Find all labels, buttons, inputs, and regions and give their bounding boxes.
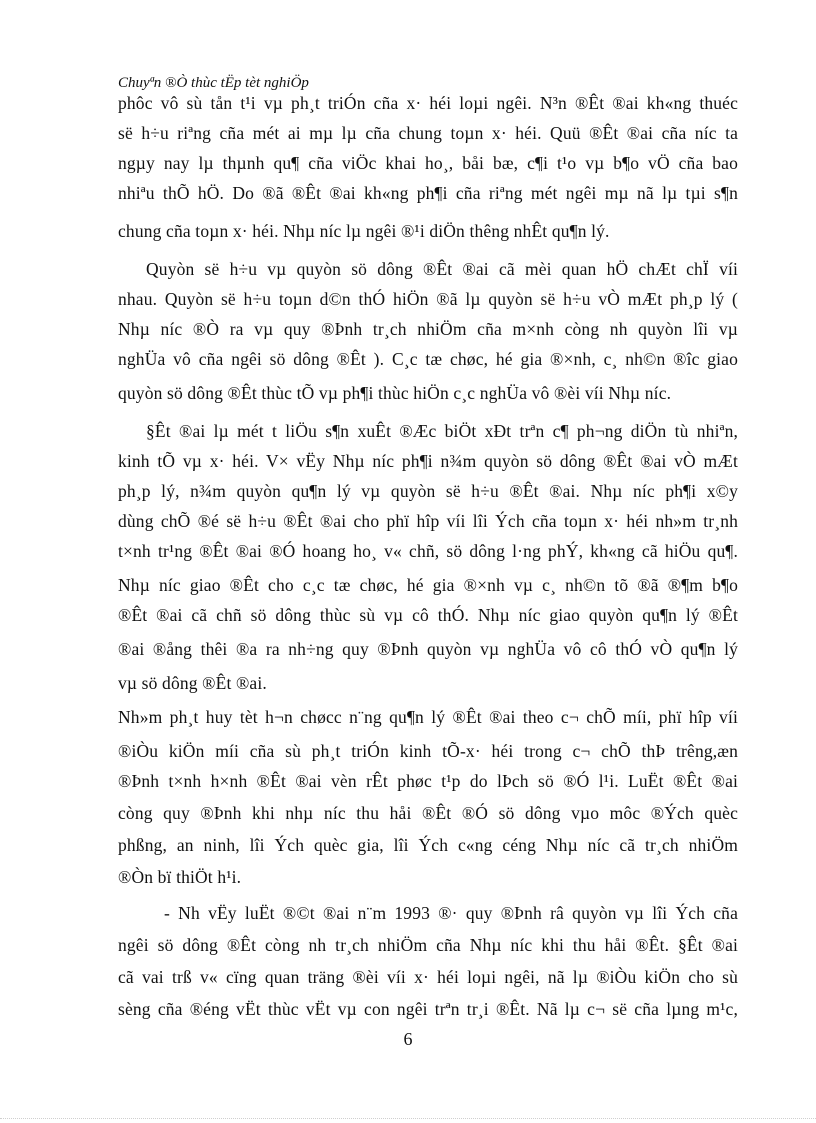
text-line: phôc vô sù tån t¹i vµ ph¸t triÓn cña x· héi loµi ngêi. N³n ®Êt ®ai kh«ng thuéc (118, 93, 738, 113)
text-line: vµ sö dông ®Êt ®ai. (118, 673, 267, 693)
text-line: ®ai ®ång thêi ®a ra nh÷ng quy ®Þnh quyòn vµ nghÜa vô cô thÓ vÒ qu¶n lý (118, 639, 738, 659)
text-line: ®Òn bï thiÖt h¹i. (118, 867, 242, 887)
text-line: nghÜa vô cña ngêi sö dông ®Êt ). C¸c tæ chøc, hé gia ®×nh, c¸ nh©n ®îc giao (118, 349, 738, 369)
text-line: së h÷u riªng cña mét ai mµ lµ cña chung toµn x· héi. Quü ®Êt ®ai cña níc ta (118, 123, 738, 143)
text-line: Nhµ níc giao ®Êt cho c¸c tæ chøc, hé gia ®×nh vµ c¸ nh©n tõ ®ã ®¶m b¶o (118, 575, 738, 595)
text-line: chung cña toµn x· héi. Nhµ níc lµ ngêi ®¹i diÖn thêng nhÊt qu¶n lý. (118, 221, 610, 241)
text-line: quyòn sö dông ®Êt thùc tÕ vµ ph¶i thùc hiÖn c¸c nghÜa vô ®èi víi Nhµ níc. (118, 383, 672, 403)
text-line: nhau. Quyòn së h÷u toµn d©n thÓ hiÖn ®ã lµ quyòn së h÷u vÒ mÆt ph¸p lý ( (118, 289, 738, 309)
text-line: Quyòn së h÷u vµ quyòn sö dông ®Êt ®ai cã mèi quan hÖ chÆt chÏ víi (146, 259, 738, 279)
text-line: sèng cña ®éng vËt thùc vËt vµ con ngêi trªn tr¸i ®Êt. Nã lµ c¬ së cña lµng m¹c, (118, 999, 738, 1019)
text-line: ®Êt ®ai cã chñ sö dông thùc sù vµ cô thÓ. Nhµ níc giao quyòn qu¶n lý ®Êt (118, 605, 738, 625)
text-line: cã vai trß v« cïng quan träng ®èi víi x· héi loµi ngêi, nã lµ ®iÒu kiÖn cho sù (118, 967, 738, 987)
page-number: 6 (403, 1029, 413, 1049)
text-line: dùng chÕ ®é së h÷u ®Êt ®ai cho phï hîp víi lîi Ých cña toµn x· héi nh»m tr¸nh (118, 511, 738, 531)
text-line: ngµy nay lµ thµnh qu¶ cña viÖc khai ho¸, båi bæ, c¶i t¹o vµ b¶o vÖ cña bao (118, 153, 738, 173)
text-line: §Êt ®ai lµ mét t liÖu s¶n xuÊt ®Æc biÖt xÐt trªn c¶ ph¬ng diÖn tù nhiªn, (146, 421, 738, 441)
text-line: Nh»m ph¸t huy tèt h¬n chøcc n¨ng qu¶n lý ®Êt ®ai theo c¬ chÕ míi, phï hîp víi (118, 707, 738, 727)
text-line: phßng, an ninh, lîi Ých quèc gia, lîi Ých c«ng céng Nhµ níc cã tr¸ch nhiÖm (118, 835, 738, 855)
text-line: ®iÒu kiÖn míi cña sù ph¸t triÓn kinh tÕ-x· héi trong c¬ chÕ thÞ trêng,æn (118, 741, 738, 761)
text-line: còng quy ®Þnh khi nhµ níc thu håi ®Êt ®Ó sö dông vµo môc ®Ých quèc (118, 803, 738, 823)
text-line: ®Þnh t×nh h×nh ®Êt ®ai vèn rÊt phøc t¹p do lÞch sö ®Ó l¹i. LuËt ®Êt ®ai (118, 771, 738, 791)
text-line: t×nh tr¹ng ®Êt ®ai ®Ó hoang ho¸ v« chñ, sö dông l·ng phÝ, kh«ng cã hiÖu qu¶. (118, 541, 738, 561)
text-line: - Nh vËy luËt ®©t ®ai n¨m 1993 ®· quy ®Þnh râ quyòn vµ lîi Ých cña (164, 903, 738, 923)
text-line: kinh tÕ vµ x· héi. V× vËy Nhµ níc ph¶i n¾m quyòn sö dông ®Êt ®ai vÒ mÆt (118, 451, 738, 471)
page-bottom-divider (0, 1118, 816, 1119)
running-header: Chuyªn ®Ò thùc tËp tèt nghiÖp (118, 75, 309, 91)
text-line: ph¸p lý, n¾m quyòn qu¶n lý vµ quyòn së h÷u ®Êt ®ai. Nhµ níc ph¶i x©y (118, 481, 738, 501)
text-line: Nhµ níc ®Ò ra vµ quy ®Þnh tr¸ch nhiÖm cña m×nh còng nh quyòn lîi vµ (118, 319, 738, 339)
text-line: nhiªu thÕ hÖ. Do ®ã ®Êt ®ai kh«ng ph¶i cña riªng mét ngêi mµ nã lµ tµi s¶n (118, 183, 738, 203)
text-line: ngêi sö dông ®Êt còng nh tr¸ch nhiÖm cña Nhµ níc khi thu håi ®Êt. §Êt ®ai (118, 935, 738, 955)
